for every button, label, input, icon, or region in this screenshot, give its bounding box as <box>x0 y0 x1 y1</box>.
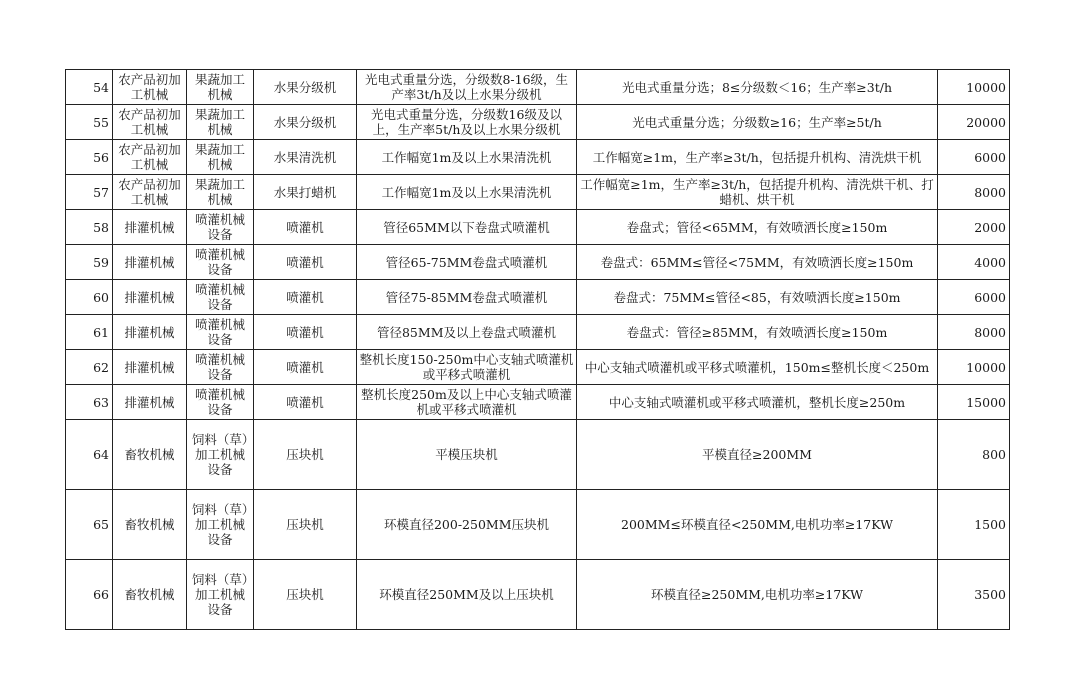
description-cell: 工作幅宽1m及以上水果清洗机 <box>357 175 577 210</box>
subcategory-cell: 饲料（草）加工机械设备 <box>187 420 254 490</box>
category-cell: 排灌机械 <box>113 385 187 420</box>
description-cell: 管径85MM及以上卷盘式喷灌机 <box>357 315 577 350</box>
price-cell: 1500 <box>938 490 1010 560</box>
spec-cell: 卷盘式：65MM≤管径<75MM，有效喷洒长度≥150m <box>577 245 938 280</box>
spec-cell: 工作幅宽≥1m，生产率≥3t/h，包括提升机构、清洗烘干机 <box>577 140 938 175</box>
table-row <box>66 350 1010 385</box>
spec-cell: 平模直径≥200MM <box>577 420 938 490</box>
spec-cell: 光电式重量分选；8≤分级数＜16；生产率≥3t/h <box>577 70 938 105</box>
description-cell: 工作幅宽1m及以上水果清洗机 <box>357 140 577 175</box>
spec-cell: 中心支轴式喷灌机或平移式喷灌机，150m≤整机长度＜250m <box>577 350 938 385</box>
item-cell: 喷灌机 <box>254 385 357 420</box>
table-row <box>66 105 1010 140</box>
row-number: 58 <box>66 210 113 245</box>
item-cell: 喷灌机 <box>254 350 357 385</box>
item-cell: 喷灌机 <box>254 245 357 280</box>
subcategory-cell: 果蔬加工机械 <box>187 70 254 105</box>
row-number: 63 <box>66 385 113 420</box>
table-row <box>66 70 1010 105</box>
category-cell: 畜牧机械 <box>113 560 187 630</box>
subcategory-cell: 果蔬加工机械 <box>187 105 254 140</box>
category-cell: 农产品初加工机械 <box>113 70 187 105</box>
description-cell: 光电式重量分选，分级数8-16级，生产率3t/h及以上水果分级机 <box>357 70 577 105</box>
description-cell: 管径65-75MM卷盘式喷灌机 <box>357 245 577 280</box>
subcategory-cell: 果蔬加工机械 <box>187 140 254 175</box>
item-cell: 喷灌机 <box>254 280 357 315</box>
subcategory-cell: 喷灌机械设备 <box>187 315 254 350</box>
item-cell: 压块机 <box>254 420 357 490</box>
table-row <box>66 560 1010 630</box>
subcategory-cell: 喷灌机械设备 <box>187 210 254 245</box>
description-cell: 整机长度250m及以上中心支轴式喷灌机或平移式喷灌机 <box>357 385 577 420</box>
subcategory-cell: 果蔬加工机械 <box>187 175 254 210</box>
price-cell: 3500 <box>938 560 1010 630</box>
description-cell: 管径65MM以下卷盘式喷灌机 <box>357 210 577 245</box>
row-number: 66 <box>66 560 113 630</box>
table-row <box>66 175 1010 210</box>
price-cell: 20000 <box>938 105 1010 140</box>
price-cell: 6000 <box>938 140 1010 175</box>
price-cell: 8000 <box>938 175 1010 210</box>
price-cell: 4000 <box>938 245 1010 280</box>
subcategory-cell: 喷灌机械设备 <box>187 385 254 420</box>
item-cell: 水果清洗机 <box>254 140 357 175</box>
spec-cell: 200MM≤环模直径<250MM,电机功率≥17KW <box>577 490 938 560</box>
spec-cell: 光电式重量分选；分级数≥16；生产率≥5t/h <box>577 105 938 140</box>
table-row <box>66 245 1010 280</box>
category-cell: 排灌机械 <box>113 280 187 315</box>
description-cell: 平模压块机 <box>357 420 577 490</box>
table-row <box>66 315 1010 350</box>
item-cell: 压块机 <box>254 490 357 560</box>
description-cell: 环模直径200-250MM压块机 <box>357 490 577 560</box>
row-number: 64 <box>66 420 113 490</box>
spec-cell: 卷盘式：管径≥85MM，有效喷洒长度≥150m <box>577 315 938 350</box>
spec-cell: 中心支轴式喷灌机或平移式喷灌机，整机长度≥250m <box>577 385 938 420</box>
price-cell: 800 <box>938 420 1010 490</box>
table-row <box>66 140 1010 175</box>
subcategory-cell: 喷灌机械设备 <box>187 280 254 315</box>
price-cell: 8000 <box>938 315 1010 350</box>
row-number: 62 <box>66 350 113 385</box>
item-cell: 喷灌机 <box>254 210 357 245</box>
category-cell: 排灌机械 <box>113 315 187 350</box>
category-cell: 排灌机械 <box>113 210 187 245</box>
subsidy-table <box>65 69 1010 630</box>
table-row <box>66 420 1010 490</box>
item-cell: 压块机 <box>254 560 357 630</box>
row-number: 59 <box>66 245 113 280</box>
category-cell: 排灌机械 <box>113 245 187 280</box>
row-number: 61 <box>66 315 113 350</box>
subcategory-cell: 喷灌机械设备 <box>187 350 254 385</box>
item-cell: 喷灌机 <box>254 315 357 350</box>
table-row <box>66 210 1010 245</box>
price-cell: 10000 <box>938 70 1010 105</box>
subcategory-cell: 喷灌机械设备 <box>187 245 254 280</box>
category-cell: 畜牧机械 <box>113 490 187 560</box>
row-number: 60 <box>66 280 113 315</box>
subcategory-cell: 饲料（草）加工机械设备 <box>187 490 254 560</box>
row-number: 57 <box>66 175 113 210</box>
price-cell: 10000 <box>938 350 1010 385</box>
table-row <box>66 280 1010 315</box>
subcategory-cell: 饲料（草）加工机械设备 <box>187 560 254 630</box>
category-cell: 排灌机械 <box>113 350 187 385</box>
description-cell: 管径75-85MM卷盘式喷灌机 <box>357 280 577 315</box>
spec-cell: 卷盘式；管径<65MM，有效喷洒长度≥150m <box>577 210 938 245</box>
price-cell: 2000 <box>938 210 1010 245</box>
price-cell: 6000 <box>938 280 1010 315</box>
row-number: 54 <box>66 70 113 105</box>
category-cell: 农产品初加工机械 <box>113 140 187 175</box>
spec-cell: 工作幅宽≥1m，生产率≥3t/h，包括提升机构、清洗烘干机、打蜡机、烘干机 <box>577 175 938 210</box>
description-cell: 环模直径250MM及以上压块机 <box>357 560 577 630</box>
item-cell: 水果分级机 <box>254 70 357 105</box>
row-number: 56 <box>66 140 113 175</box>
row-number: 65 <box>66 490 113 560</box>
category-cell: 农产品初加工机械 <box>113 175 187 210</box>
category-cell: 畜牧机械 <box>113 420 187 490</box>
row-number: 55 <box>66 105 113 140</box>
table-row <box>66 385 1010 420</box>
price-cell: 15000 <box>938 385 1010 420</box>
description-cell: 光电式重量分选，分级数16级及以上，生产率5t/h及以上水果分级机 <box>357 105 577 140</box>
spec-cell: 环模直径≥250MM,电机功率≥17KW <box>577 560 938 630</box>
category-cell: 农产品初加工机械 <box>113 105 187 140</box>
table-row <box>66 490 1010 560</box>
description-cell: 整机长度150-250m中心支轴式喷灌机或平移式喷灌机 <box>357 350 577 385</box>
spec-cell: 卷盘式：75MM≤管径<85，有效喷洒长度≥150m <box>577 280 938 315</box>
item-cell: 水果分级机 <box>254 105 357 140</box>
item-cell: 水果打蜡机 <box>254 175 357 210</box>
